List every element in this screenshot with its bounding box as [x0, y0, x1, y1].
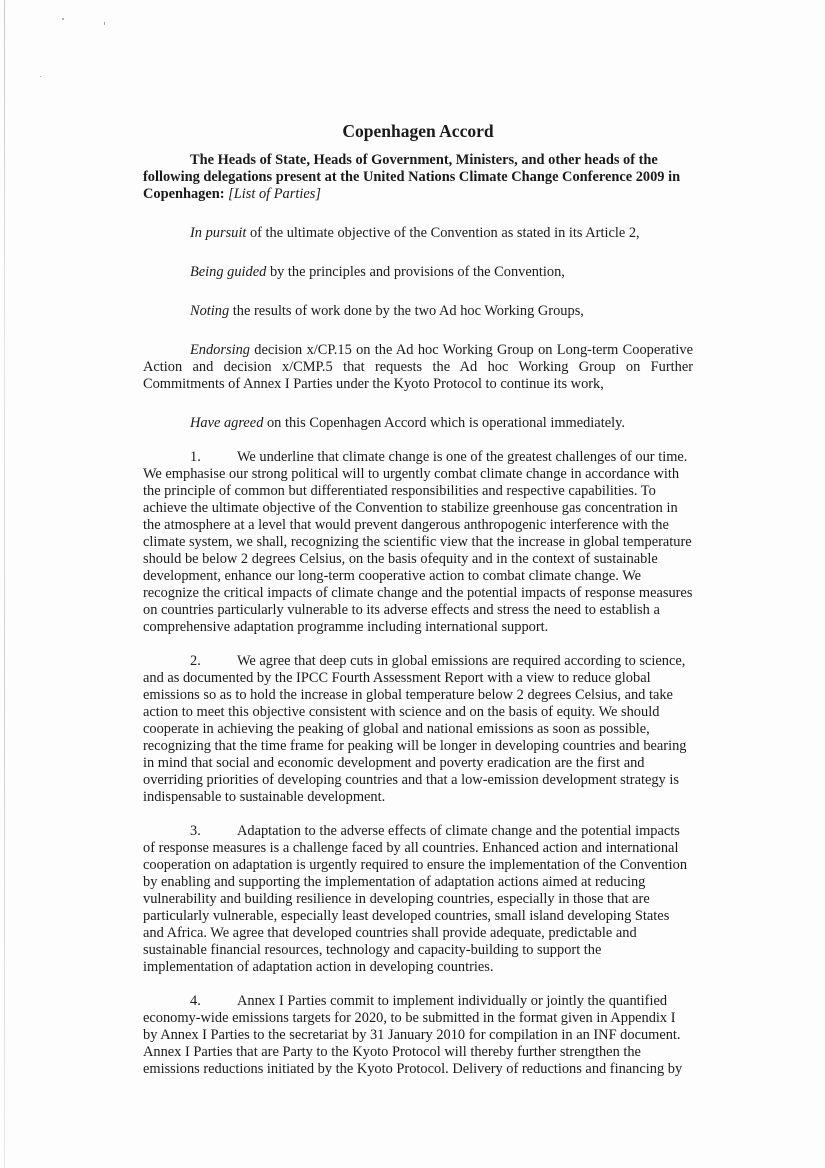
- preamble: [143, 152, 693, 203]
- scan-speck: [40, 76, 41, 77]
- recital-noting: [143, 303, 693, 320]
- list-of-parties: List of Parties: [233, 186, 316, 202]
- paragraph-text: Adaptation to the adverse effects of climate change and the potential impacts of response measures is a challenge faced by all countries. Enhanced action and international cooperation on adaptation is urgently required to ensure the implementation of the Convention by enabling and supporting the implementation of adaptation actions aimed at reducing vulnerability and building resilience in developing countries, especially in those that are particularly vulnerable, especially least developed countries, small island developing States and Africa. We agree that developed countries shall provide adequate, predictable and sustainable financial resources, technology and capacity-building to support the implementation of adaptation action in developing countries.: [143, 823, 688, 975]
- recital-text: the results of work done by the two Ad hoc Working Groups,: [229, 303, 584, 319]
- document-title: Copenhagen Accord: [342, 121, 494, 141]
- recital-keyword: Endorsing: [190, 342, 250, 358]
- recital-text: decision x/CP.15 on the Ad hoc Working Group on Long-term Cooperative Action and decision x/CMP.5 that requests the Ad hoc Working Group on Further Commitments of Annex I Parties under the Kyoto Protocol to continue its work,: [143, 342, 693, 392]
- preamble-text: The Heads of State, Heads of Government, Ministers, and other heads of the following delegations present at the United Nations Climate Change Conference 2009 in Copenhagen:: [143, 152, 681, 202]
- recital-keyword: Being guided: [190, 264, 267, 280]
- recital-being-guided: [143, 264, 693, 281]
- document-body: [143, 120, 693, 1078]
- list-close-bracket: ]: [315, 186, 321, 202]
- paragraph-4: [143, 993, 693, 1078]
- paragraph-2: [143, 653, 693, 806]
- paragraph-1: [143, 449, 693, 636]
- paragraph-number: 3.: [190, 823, 201, 839]
- scan-edge: [4, 0, 5, 1168]
- recital-endorsing: [143, 342, 693, 393]
- list-open-bracket: [: [228, 186, 234, 202]
- recital-keyword: In pursuit: [190, 225, 247, 241]
- recital-text: by the principles and provisions of the Convention,: [266, 264, 565, 280]
- recital-keyword: Noting: [190, 303, 230, 319]
- paragraph-number: 1.: [190, 449, 201, 465]
- paragraph-number: 4.: [190, 993, 201, 1009]
- paragraph-text: Annex I Parties commit to implement individually or jointly the quantified economy-wide emissions targets for 2020, to be submitted in the format given in Appendix I by Annex I Parties to the secretariat by 31 January 2010 for compilation in an INF document. Annex I Parties that are Party to the Kyoto Protocol will thereby further strengthen the emissions reductions initiated by the Kyoto Protocol. Delivery of reductions and financing by: [143, 993, 683, 1077]
- recital-have-agreed: [143, 415, 693, 432]
- recital-text: of the ultimate objective of the Convention as stated in its Article 2,: [246, 225, 640, 241]
- scan-speck: [62, 18, 64, 20]
- recital-text: on this Copenhagen Accord which is operational immediately.: [263, 415, 625, 431]
- paragraph-text: We underline that climate change is one of the greatest challenges of our time. We emphasise our strong political will to urgently combat climate change in accordance with the principle of common but differentiated responsibilities and respective capabilities. To achieve the ultimate objective of the Convention to stabilize greenhouse gas concentration in the atmosphere at a level that would prevent dangerous anthropogenic interference with the climate system, we shall, recognizing the scientific view that the increase in global temperature should be below 2 degrees Celsius, on the basis ofequity and in the context of sustainable development, enhance our long-term cooperative action to combat climate change. We recognize the critical impacts of climate change and the potential impacts of response measures on countries particularly vulnerable to its adverse effects and stress the need to establish a comprehensive adaptation programme including international support.: [143, 449, 693, 635]
- paragraph-3: [143, 823, 693, 976]
- recital-keyword: Have agreed: [190, 415, 264, 431]
- paragraph-number: 2.: [190, 653, 201, 669]
- paragraph-text: We agree that deep cuts in global emissions are required according to science, and as documented by the IPCC Fourth Assessment Report with a view to reduce global emissions so as to hold the increase in global temperature below 2 degrees Celsius, and take action to meet this objective consistent with science and on the basis of equity. We should cooperate in achieving the peaking of global and national emissions as soon as possible, recognizing that the time frame for peaking will be longer in developing countries and bearing in mind that social and economic development and poverty eradication are the first and overriding priorities of developing countries and that a low-emission development strategy is indispensable to sustainable development.: [143, 653, 687, 805]
- recital-in-pursuit: [143, 225, 693, 242]
- scan-speck: [104, 22, 105, 25]
